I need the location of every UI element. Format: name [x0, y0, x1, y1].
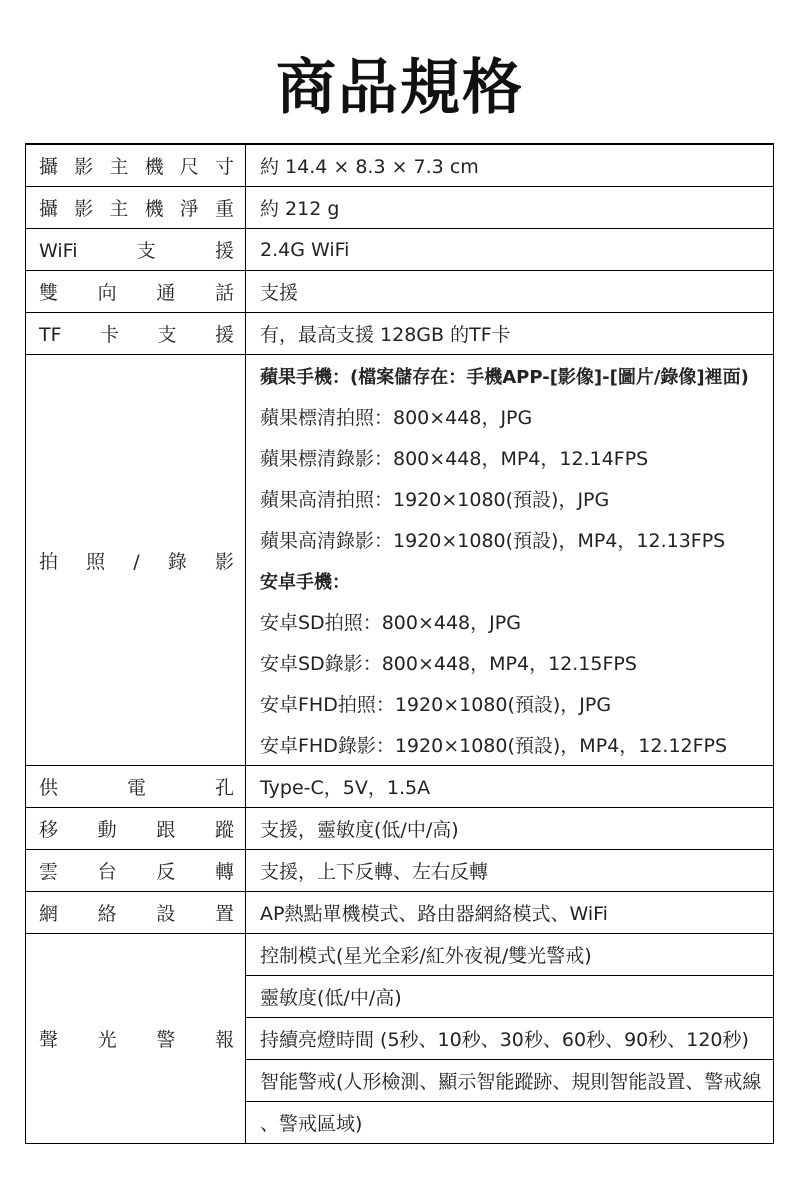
spec-label-text: 攝影主機淨重	[39, 198, 234, 220]
spec-label	[26, 271, 246, 312]
spec-line: 安卓FHD拍照：1920×1080(預設)，JPG	[260, 694, 612, 716]
spec-label	[26, 187, 246, 228]
spec-line: 蘋果標清錄影：800×448，MP4，12.14FPS	[260, 448, 649, 470]
spec-row-motion-tracking	[25, 808, 774, 850]
spec-row-gimbal-flip	[25, 850, 774, 892]
spec-line: 控制模式(星光全彩/紅外夜視/雙光警戒)	[246, 934, 773, 976]
spec-line: 安卓SD錄影：800×448，MP4，12.15FPS	[260, 653, 637, 675]
spec-line: 安卓FHD錄影：1920×1080(預設)，MP4，12.12FPS	[260, 735, 728, 757]
spec-table	[25, 143, 774, 1144]
spec-value: 約 212 g	[260, 198, 340, 220]
spec-line: 蘋果標清拍照：800×448，JPG	[260, 407, 533, 429]
spec-value: 支援	[260, 282, 299, 304]
spec-value: 約 14.4 × 8.3 × 7.3 cm	[260, 156, 479, 178]
spec-row-weight	[25, 187, 774, 229]
spec-row-photo-video	[25, 355, 774, 766]
spec-label	[26, 850, 246, 891]
spec-line-heading: 蘋果手機：(檔案儲存在：手機APP-[影像]-[圖片/錄像]裡面)	[260, 366, 749, 388]
spec-line: 安卓SD拍照：800×448，JPG	[260, 612, 521, 634]
spec-line: 持續亮燈時間 (5秒、10秒、30秒、60秒、90秒、120秒)	[246, 1018, 773, 1060]
spec-label-text: 聲光警報	[39, 1029, 234, 1051]
spec-label-text: 雲台反轉	[39, 861, 234, 883]
spec-row-tf-card	[25, 313, 774, 355]
spec-label	[26, 892, 246, 933]
spec-label	[26, 313, 246, 354]
spec-row-wifi	[25, 229, 774, 271]
spec-label-text: 供電孔	[39, 777, 234, 799]
spec-label-text: 攝影主機尺寸	[39, 156, 234, 178]
spec-value-list	[246, 934, 773, 1143]
spec-line: 靈敏度(低/中/高)	[246, 976, 773, 1018]
page-title: 商品規格	[276, 53, 524, 123]
spec-line-heading: 安卓手機：	[260, 571, 350, 593]
spec-value: 支援，靈敏度(低/中/高)	[260, 819, 459, 841]
spec-line: 蘋果高清拍照：1920×1080(預設)，JPG	[260, 489, 610, 511]
spec-line: 蘋果高清錄影：1920×1080(預設)，MP4，12.13FPS	[260, 530, 726, 552]
spec-label-text: WiFi支援	[39, 240, 234, 262]
spec-label-text: 網絡設置	[39, 903, 234, 925]
spec-label-text: 雙向通話	[39, 282, 234, 304]
spec-row-power-port	[25, 766, 774, 808]
spec-value: AP熱點單機模式、路由器網絡模式、WiFi	[260, 903, 608, 925]
spec-label	[26, 145, 246, 186]
spec-row-size	[25, 145, 774, 187]
spec-line: 智能警戒(人形檢測、顯示智能蹤跡、規則智能設置、警戒線	[246, 1060, 773, 1102]
spec-value-list	[246, 355, 773, 765]
spec-label-text: TF卡支援	[39, 324, 234, 346]
spec-value: 2.4G WiFi	[260, 238, 350, 261]
spec-value: Type-C，5V，1.5A	[260, 777, 431, 799]
spec-label-text: 拍照/錄影	[39, 550, 234, 573]
spec-value: 有，最高支援 128GB 的TF卡	[260, 324, 511, 346]
spec-label	[26, 934, 246, 1143]
spec-line: 、警戒區域)	[260, 1113, 363, 1135]
spec-value: 支援，上下反轉、左右反轉	[260, 861, 489, 883]
spec-label	[26, 808, 246, 849]
spec-label	[26, 355, 246, 765]
spec-row-two-way-talk	[25, 271, 774, 313]
spec-label	[26, 229, 246, 270]
spec-label-text: 移動跟蹤	[39, 819, 234, 841]
spec-label	[26, 766, 246, 807]
spec-row-network-setup	[25, 892, 774, 934]
spec-row-alarm	[25, 934, 774, 1143]
